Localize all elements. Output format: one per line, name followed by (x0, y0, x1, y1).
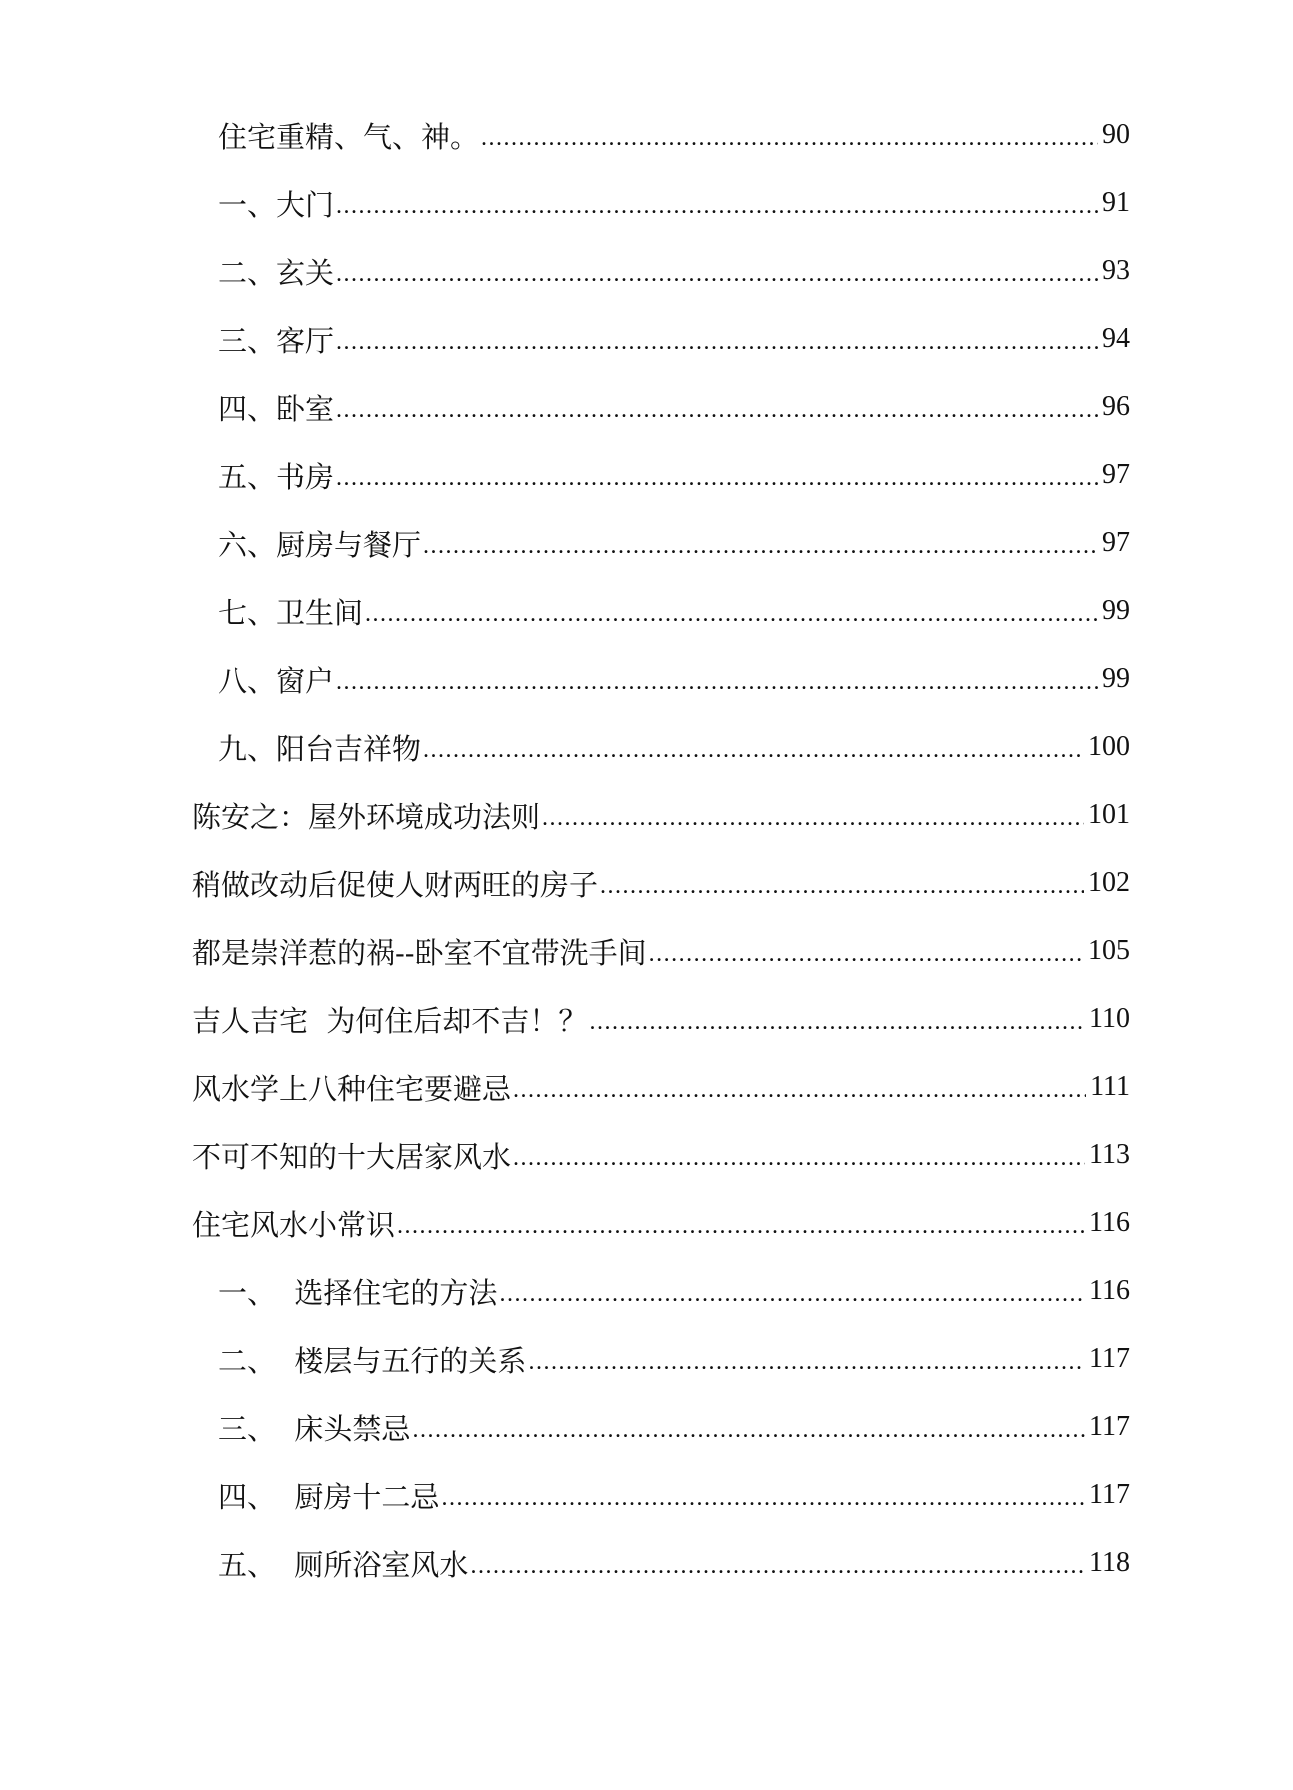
dot-leader (513, 1145, 1085, 1172)
dot-leader (513, 1077, 1086, 1104)
dot-leader (423, 737, 1084, 764)
toc-entry[interactable] (218, 1334, 1130, 1384)
toc-entry[interactable] (218, 518, 1130, 568)
toc-entry[interactable] (218, 178, 1130, 228)
toc-entry[interactable] (218, 382, 1130, 432)
toc-entry[interactable] (218, 110, 1130, 160)
toc-entry-title: 吉人吉宅 为何住后却不吉！？ (192, 1003, 588, 1038)
toc-entry-title: 二、 楼层与五行的关系 (218, 1343, 527, 1378)
toc-entry-page: 94 (1102, 323, 1130, 354)
toc-entry-page: 101 (1088, 799, 1130, 830)
toc-entry-title: 都是崇洋惹的祸--卧室不宜带洗手间 (192, 935, 647, 970)
toc-entry-title: 四、 厨房十二忌 (218, 1479, 440, 1514)
dot-leader (423, 533, 1098, 560)
toc-entry[interactable] (192, 1198, 1130, 1248)
toc-entry-page: 116 (1089, 1275, 1130, 1306)
toc-entry-title: 一、大门 (218, 187, 335, 222)
toc-entry-title: 九、阳台吉祥物 (218, 731, 422, 766)
toc-entry-page: 116 (1089, 1207, 1130, 1238)
toc-entry-page: 105 (1088, 935, 1130, 966)
toc-entry-title: 七、卫生间 (218, 595, 364, 630)
toc-entry-page: 96 (1102, 391, 1130, 422)
toc-entry-page: 117 (1089, 1479, 1130, 1510)
toc-entry-title: 住宅重精、气、神。 (218, 119, 480, 154)
toc-entry[interactable] (218, 654, 1130, 704)
toc-entry-page: 91 (1102, 187, 1130, 218)
toc-entry-title: 六、厨房与餐厅 (218, 527, 422, 562)
toc-entry[interactable] (218, 1538, 1130, 1588)
dot-leader (470, 1553, 1085, 1580)
toc-entry[interactable] (218, 1266, 1130, 1316)
dot-leader (336, 465, 1098, 492)
toc-entry[interactable] (218, 450, 1130, 500)
toc-entry-title: 五、 厕所浴室风水 (218, 1547, 469, 1582)
toc-entry-page: 93 (1102, 255, 1130, 286)
dot-leader (441, 1485, 1085, 1512)
toc-entry[interactable] (218, 722, 1130, 772)
dot-leader (412, 1417, 1085, 1444)
toc-entry[interactable] (218, 246, 1130, 296)
toc-entry-title: 四、卧室 (218, 391, 335, 426)
dot-leader (365, 601, 1098, 628)
toc-entry-page: 97 (1102, 459, 1130, 490)
toc-entry[interactable] (192, 858, 1130, 908)
toc-entry-page: 99 (1102, 595, 1130, 626)
toc-entry-title: 不可不知的十大居家风水 (192, 1139, 512, 1174)
dot-leader (336, 261, 1098, 288)
toc-entry[interactable] (192, 1130, 1130, 1180)
toc-entry-page: 111 (1090, 1071, 1130, 1102)
toc-entry[interactable] (218, 1402, 1130, 1452)
toc-entry-title: 陈安之：屋外环境成功法则 (192, 799, 541, 834)
toc-entry-page: 118 (1089, 1547, 1130, 1578)
toc-entry[interactable] (192, 994, 1130, 1044)
dot-leader (336, 329, 1098, 356)
toc-entry[interactable] (192, 926, 1130, 976)
toc-entry-page: 117 (1089, 1343, 1130, 1374)
toc-entry-title: 八、窗户 (218, 663, 335, 698)
toc-entry-page: 110 (1089, 1003, 1130, 1034)
toc-entry[interactable] (218, 586, 1130, 636)
toc-entry-title: 稍做改动后促使人财两旺的房子 (192, 867, 599, 902)
dot-leader (336, 193, 1098, 220)
toc-entry-title: 二、玄关 (218, 255, 335, 290)
toc-entry-page: 100 (1088, 731, 1130, 762)
dot-leader (589, 1009, 1085, 1036)
toc-entry[interactable] (218, 1470, 1130, 1520)
dot-leader (649, 941, 1084, 968)
toc-entry-title: 一、 选择住宅的方法 (218, 1275, 498, 1310)
toc-entry-title: 风水学上八种住宅要避忌 (192, 1071, 512, 1106)
dot-leader (336, 669, 1098, 696)
toc-entry-page: 102 (1088, 867, 1130, 898)
toc-entry[interactable] (192, 790, 1130, 840)
toc-entry-title: 五、书房 (218, 459, 335, 494)
dot-leader (600, 873, 1084, 900)
toc-entry-page: 90 (1102, 119, 1130, 150)
toc-entry-title: 住宅风水小常识 (192, 1207, 396, 1242)
dot-leader (397, 1213, 1085, 1240)
dot-leader (481, 125, 1098, 152)
toc-entry-page: 117 (1089, 1411, 1130, 1442)
toc-entry[interactable] (192, 1062, 1130, 1112)
dot-leader (336, 397, 1098, 424)
dot-leader (542, 805, 1084, 832)
dot-leader (499, 1281, 1085, 1308)
dot-leader (528, 1349, 1085, 1376)
toc-entry-page: 99 (1102, 663, 1130, 694)
toc-entry-title: 三、 床头禁忌 (218, 1411, 411, 1446)
toc-entry-title: 三、客厅 (218, 323, 335, 358)
toc-entry-page: 97 (1102, 527, 1130, 558)
toc-entry[interactable] (218, 314, 1130, 364)
toc-entry-page: 113 (1089, 1139, 1130, 1170)
